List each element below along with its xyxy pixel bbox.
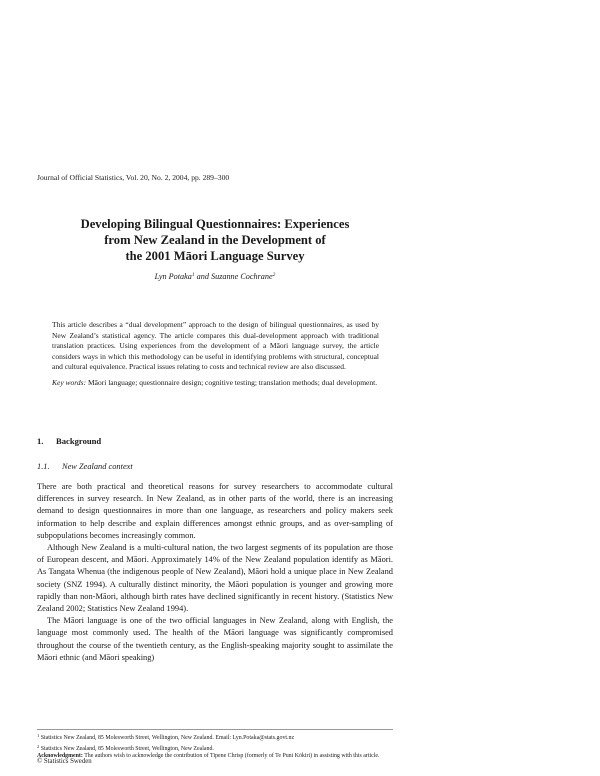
title-line-1: Developing Bilingual Questionnaires: Experiences xyxy=(80,217,350,231)
copyright-notice: © Statistics Sweden xyxy=(37,758,92,765)
footnotes xyxy=(37,732,393,761)
footnote-1-mark: 1 xyxy=(37,733,40,738)
footnote-2 xyxy=(37,743,393,754)
footnote-1-text: Statistics New Zealand, 85 Molesworth Street, Wellington, New Zealand. Email: Lyn.Potaka@stats.govt.nz xyxy=(39,735,295,741)
acknowledgment-label: Acknowledgment: xyxy=(37,753,83,759)
subsection-title: New Zealand context xyxy=(62,462,133,471)
article-title xyxy=(0,216,430,264)
section-title: Background xyxy=(56,436,102,446)
author-connector: and xyxy=(194,272,211,281)
footnote-2-mark: 2 xyxy=(37,743,40,749)
section-number: 1. xyxy=(37,436,44,446)
abstract-text: This article describes a “dual development” approach to the design of bilingual questionnaires, as used by New Zealand’s statistical agency. The article compares this dual-development approach with traditional translation practices. Using experiences from the development of a Māori language survey, the article considers ways in which this methodology can be useful in identifying problems with structural, conceptual and cultural equivalence. Practical issues relating to costs and technical review are also discussed. xyxy=(52,320,379,372)
footnote-1 xyxy=(37,732,393,743)
body-text xyxy=(37,481,393,664)
author-line xyxy=(0,272,430,281)
keywords-list: Māori language; questionnaire design; cognitive testing; translation methods; dual development. xyxy=(86,377,378,387)
title-line-2: from New Zealand in the Development of xyxy=(104,233,326,247)
body-paragraph-2: Although New Zealand is a multi-cultural nation, the two largest segments of its population are those of European descent, and Māori. Approximately 14% of the New Zealand population identify as Māori. As Tangata Whenua (the indigenous people of New Zealand), Māori hold a unique place in New Zealand society (SNZ 1994). A culturally distinct minority, the Māori population is younger and growing more rapidly than non-Māori, although birth rates have declined significantly in recent history. (Statistics New Zealand 2002; Statistics New Zealand 1994). xyxy=(37,543,393,614)
title-line-3: the 2001 Māori Language Survey xyxy=(125,249,305,263)
author-1-footnote-mark: 1 xyxy=(191,272,195,278)
acknowledgment-text: The authors wish to acknowledge the contribution of Tipene Chrisp (formerly of Te Puni Kōkiri) in assisting with this article. xyxy=(82,753,380,759)
footnote-divider xyxy=(37,729,393,730)
section-heading xyxy=(37,436,101,446)
keywords xyxy=(52,378,379,389)
body-paragraph-3: The Māori language is one of the two official languages in New Zealand, along with English, the language most commonly used. The health of the Māori language was significantly compromised throughout the course of the twentieth century, as the English-speaking majority sought to assimilate the Māori ethnic (and Māori speaking) xyxy=(37,616,393,662)
subsection-heading xyxy=(37,462,133,471)
author-2: Suzanne Cochrane xyxy=(211,272,273,281)
keywords-label: Key words: xyxy=(52,377,87,387)
author-2-footnote-mark: 2 xyxy=(272,272,276,278)
author-1: Lyn Potaka xyxy=(154,272,192,281)
body-paragraph-1: There are both practical and theoretical reasons for survey researchers to accommodate cultural differences in survey research. In New Zealand, as in other parts of the world, there is an increasing demand to design questionnaires in more than one language, as researchers and policy makers seek information to help describe and explain differences amongst ethnic groups, and as over-sampling of subpopulations becomes increasingly common. xyxy=(37,482,393,540)
journal-citation: Journal of Official Statistics, Vol. 20, No. 2, 2004, pp. 289–300 xyxy=(37,173,230,182)
footnote-2-text: Statistics New Zealand, 85 Molesworth Street, Wellington, New Zealand. xyxy=(39,745,214,752)
subsection-number: 1.1. xyxy=(37,462,50,471)
abstract xyxy=(52,320,379,389)
